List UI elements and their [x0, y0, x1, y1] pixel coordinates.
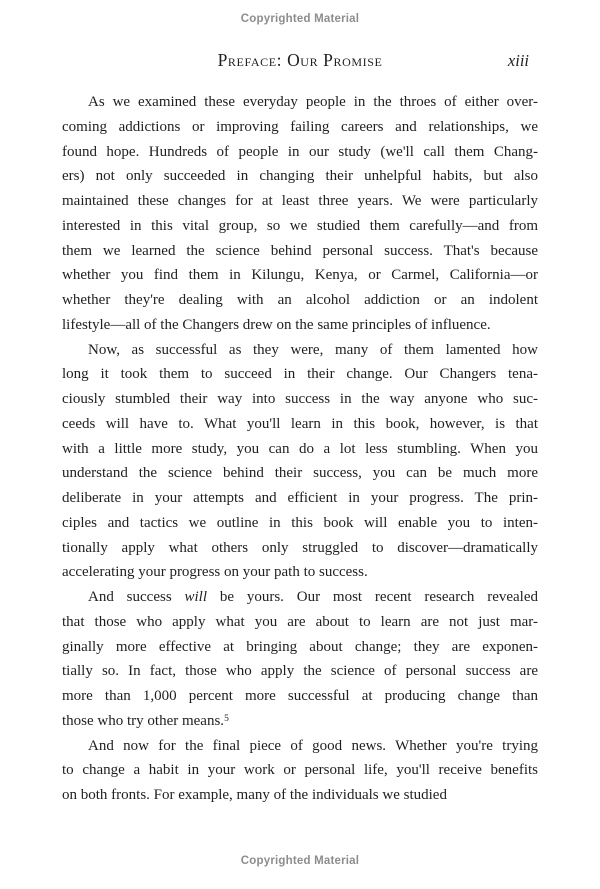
text-line: whether you find them in Kilungu, Kenya, or Carmel, California—or	[62, 267, 538, 284]
text-line: deliberate in your attempts and efficient in your progress. The prin-	[62, 490, 538, 506]
text-line: long it took them to succeed in their change. Our Changers tena-	[62, 366, 538, 383]
text-line: Now, as successful as they were, many of them lamented how	[88, 341, 538, 358]
text-line: ciously stumbled their way into success in the way anyone who suc-	[62, 391, 538, 407]
text-line: whether they're dealing with an alcohol addiction or an indolent	[62, 292, 538, 308]
text-line: tionally apply what others only struggled to discover—dramatically	[62, 539, 538, 556]
text-line: ciples and tactics we outline in this book will enable you to inten-	[62, 514, 538, 531]
text-line: accelerating your progress on your path to success.	[62, 564, 368, 581]
copyright-notice-top: Copyrighted Material	[240, 13, 360, 25]
text-line: understand the science behind their success, you can be much more	[62, 465, 538, 482]
text-line: coming addictions or improving failing careers and relationships, we	[62, 118, 538, 135]
page-header	[62, 50, 538, 72]
text-line: And success will be yours. Our most recent research revealed	[88, 589, 538, 605]
text-line: to change a habit in your work or personal life, you'll receive benefits	[62, 762, 538, 779]
page-title: Preface: Our Promise	[217, 50, 383, 70]
text-line: found hope. Hundreds of people in our study (we'll call them Chang-	[62, 143, 538, 160]
body-text	[62, 90, 538, 808]
text-line: that those who apply what you are about to learn are not just mar-	[62, 613, 538, 630]
text-line: tially so. In fact, those who apply the science of personal success are	[62, 663, 538, 680]
page-number: xiii	[507, 51, 529, 70]
text-line: As we examined these everyday people in the throes of either over-	[88, 94, 538, 110]
text-line: ceeds will have to. What you'll learn in this book, however, is that	[62, 415, 538, 432]
text-line: with a little more study, you can do a lot less stumbling. When you	[62, 440, 538, 457]
text-line: And now for the final piece of good news. Whether you're trying	[88, 737, 538, 754]
text-line: maintained these changes for at least three years. We were particularly	[62, 193, 538, 209]
text-line: those who try other means.$^5$	[62, 712, 229, 729]
text-line: more than 1,000 percent more successful at producing change than	[62, 688, 538, 704]
text-line: lifestyle—all of the Changers drew on the same principles of influence.	[62, 316, 491, 333]
text-line: ers) not only succeeded in changing their unhelpful habits, but also	[62, 168, 538, 185]
copyright-notice-bottom: Copyrighted Material	[240, 855, 360, 867]
text-line: on both fronts. For example, many of the individuals we studied	[62, 787, 447, 803]
text-line: ginally more effective at bringing about change; they are exponen-	[62, 638, 538, 655]
text-line: them we learned the science behind personal success. That's because	[62, 242, 538, 259]
text-line: interested in this vital group, so we studied them carefully—and from	[62, 217, 538, 234]
